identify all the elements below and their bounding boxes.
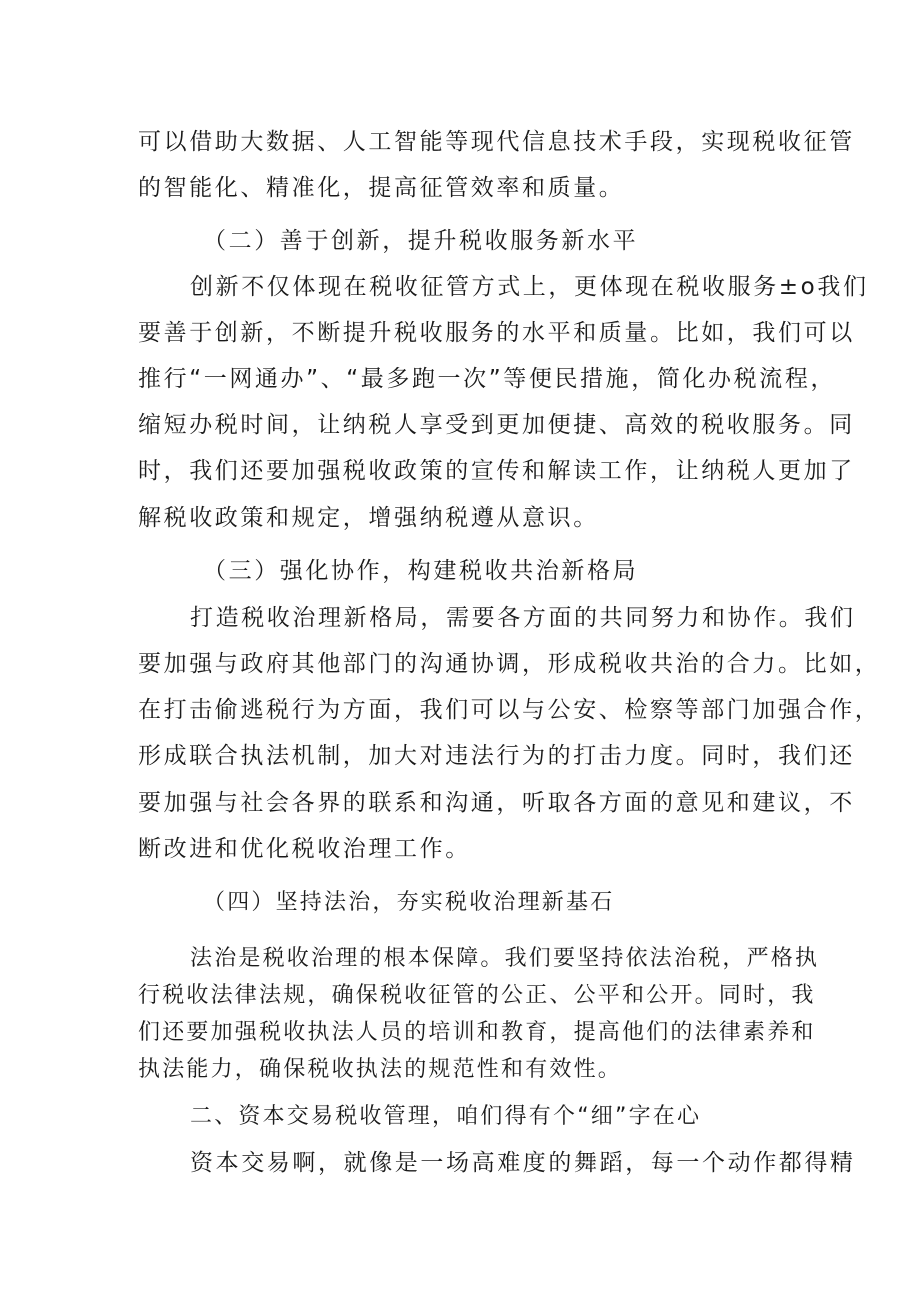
body-line: 时，我们还要加强税收政策的宣传和解读工作，让纳税人更加了 xyxy=(138,458,855,484)
body-line: 要加强与政府其他部门的沟通协调，形成税收共治的合力。比如， xyxy=(138,651,881,677)
body-line: 推行“一网通办”、“最多跑一次”等便民措施，简化办税流程， xyxy=(138,366,837,392)
body-line: 创新不仅体现在税收征管方式上，更体现在税收服务±o我们 xyxy=(190,274,869,300)
body-line: 要加强与社会各界的联系和沟通，听取各方面的意见和建议，不 xyxy=(138,790,855,816)
body-line: 缩短办税时间，让纳税人享受到更加便捷、高效的税收服务。同 xyxy=(138,412,855,438)
section-heading-2: （二）善于创新，提升税收服务新水平 xyxy=(203,228,639,254)
body-line: 解税收政策和规定，增强纳税遵从意识。 xyxy=(138,505,599,531)
body-line: 断改进和优化税收治理工作。 xyxy=(138,836,471,862)
body-line: 可以借助大数据、人工智能等现代信息技术手段，实现税收征管 xyxy=(138,129,855,155)
body-line: 打造税收治理新格局，需要各方面的共同努力和协作。我们 xyxy=(190,605,856,631)
section-heading-4: （四）坚持法治，夯实税收治理新基石 xyxy=(203,890,615,915)
chapter-heading-2: 二、资本交易税收管理，咱们得有个“细”字在心 xyxy=(190,1104,702,1129)
body-line: 资本交易啊，就像是一场高难度的舞蹈，每一个动作都得精 xyxy=(190,1150,856,1176)
section-heading-3: （三）强化协作，构建税收共治新格局 xyxy=(203,558,639,584)
body-line: 的智能化、精准化，提高征管效率和质量。 xyxy=(138,175,625,201)
body-line: 在打击偷逃税行为方面，我们可以与公安、检察等部门加强合作， xyxy=(138,697,881,723)
body-line: 执法能力，确保税收执法的规范性和有效性。 xyxy=(138,1057,623,1082)
body-line: 形成联合执法机制，加大对违法行为的打击力度。同时，我们还 xyxy=(138,743,855,769)
body-line: 要善于创新，不断提升税收服务的水平和质量。比如，我们可以 xyxy=(138,320,855,346)
body-line: 法治是税收治理的根本保障。我们要坚持依法治税，严格执 xyxy=(190,946,820,971)
body-line: 们还要加强税收执法人员的培训和教育，提高他们的法律素养和 xyxy=(138,1020,816,1045)
body-line: 行税收法律法规，确保税收征管的公正、公平和公开。同时，我 xyxy=(138,983,816,1008)
